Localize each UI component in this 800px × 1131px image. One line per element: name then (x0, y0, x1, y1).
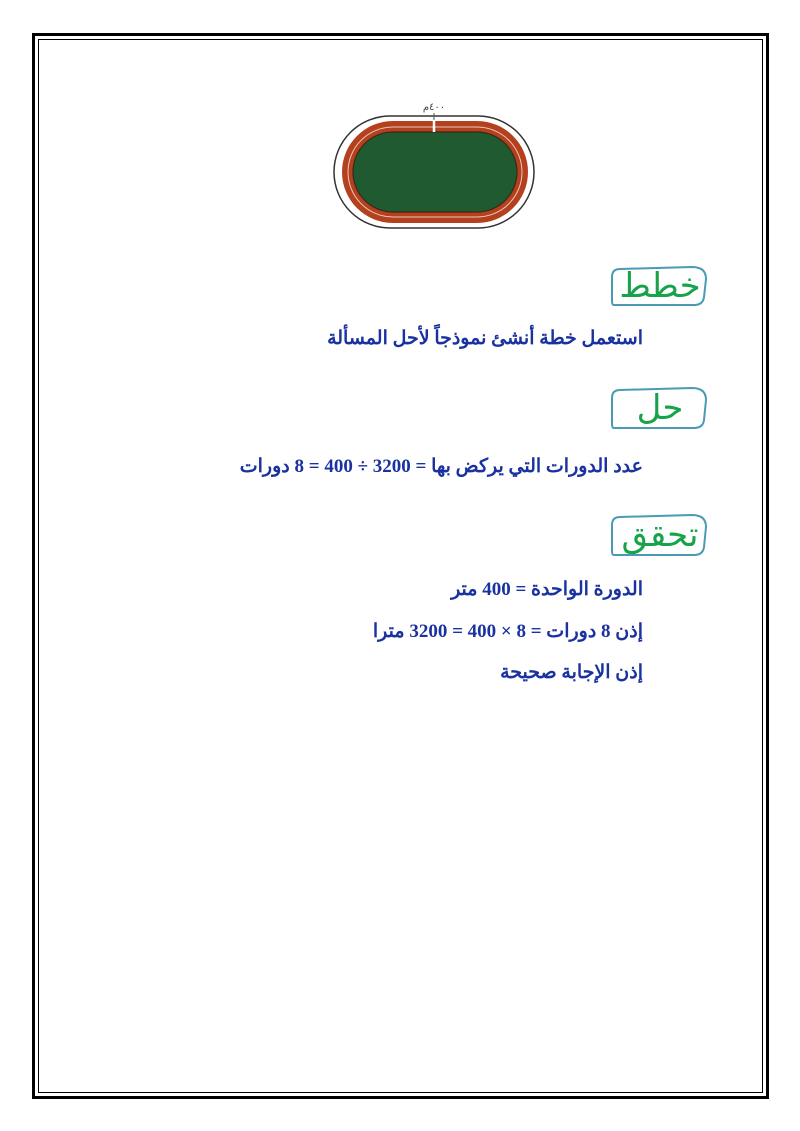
check-text-line-2: إذن 8 دورات = 8 × 400 = 3200 مترا (372, 621, 643, 642)
plan-text-line: استعمل خطة أنشئ نموذجاً لأحل المسألة (327, 328, 643, 349)
running-track-image (332, 96, 538, 230)
plan-heading: خطط (619, 266, 701, 306)
solve-heading-badge (610, 384, 710, 432)
check-text-line-1: الدورة الواحدة = 400 متر (451, 579, 643, 600)
solve-text-line: عدد الدورات التي يركض بها = 3200 ÷ 400 = 8 دورات (239, 456, 643, 477)
solve-heading: حل (636, 388, 684, 428)
track-length-label: ٤٠٠م (422, 102, 446, 113)
check-heading: تحقق (621, 515, 699, 555)
check-text-line-3: إذن الإجابة صحيحة (500, 662, 643, 683)
check-heading-badge (610, 511, 710, 559)
running-track-figure (332, 96, 538, 230)
plan-heading-badge (610, 263, 710, 309)
